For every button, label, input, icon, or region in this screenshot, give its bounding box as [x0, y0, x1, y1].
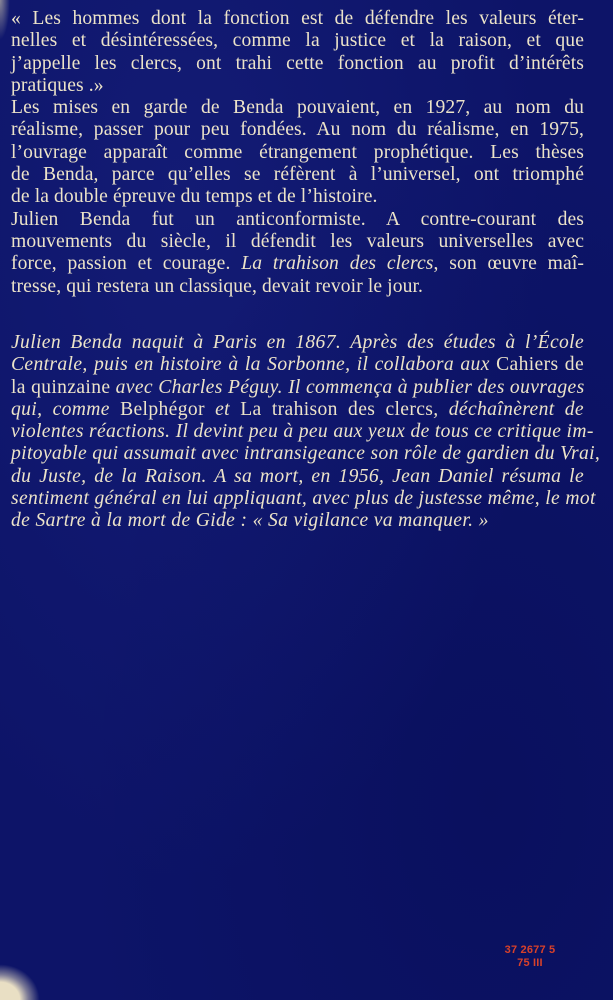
text-line — [11, 253, 584, 275]
text-line — [11, 354, 584, 376]
cover-wear-bottom-left — [0, 964, 40, 1000]
text-line — [11, 377, 584, 399]
text-line: de la double épreuve du temps et de l’histoire. — [11, 186, 378, 208]
text-run: Centrale, puis en histoire à la Sorbonne, il collabora aux — [11, 354, 497, 376]
journal-title: la quinzaine — [11, 376, 111, 398]
prophetic-paragraph — [11, 97, 584, 208]
text-line — [11, 399, 584, 421]
text-line: tresse, qui restera un classique, devait revoir le jour. — [11, 275, 424, 297]
catalog-line: 75 III — [517, 957, 543, 969]
text-line: réalisme, passer pour peu fondées. Au nom du réalisme, en 1975, — [11, 119, 584, 141]
text-line: nelles et désintéressées, comme la justice et la raison, et que — [11, 30, 584, 52]
text-line: j’appelle les clercs, ont trahi cette fonction au profit d’intérêts — [11, 52, 584, 74]
text-line: de Sartre à la mort de Gide : « Sa vigilance va manquer. » — [11, 510, 489, 532]
book-title: La trahison des clercs — [240, 398, 434, 420]
text-run: force, passion et courage. — [11, 253, 242, 275]
text-line: de Benda, parce qu’elles se réfèrent à l’universel, ont triomphé — [11, 164, 584, 186]
book-title: Belphégor — [120, 398, 205, 420]
text-line: Julien Benda naquit à Paris en 1867. Après des études à l’École — [11, 332, 584, 353]
text-line: du Juste, de la Raison. A sa mort, en 1956, Jean Daniel résuma le — [11, 465, 584, 487]
author-biography — [11, 332, 601, 533]
text-run: qui, comme — [11, 398, 121, 420]
text-line: l’ouvrage apparaît comme étrangement prophétique. Les thèses — [11, 141, 584, 163]
text-line: Julien Benda fut un anticonformiste. A contre-courant des — [11, 208, 584, 230]
text-run: , son œuvre maî- — [433, 253, 584, 275]
text-line: mouvements du siècle, il défendit les valeurs universelles avec — [11, 230, 584, 252]
catalog-line: 37 2677 5 — [504, 944, 556, 956]
cover-wear-top-left — [0, 0, 10, 40]
text-run: , déchaînèrent de — [433, 398, 584, 420]
journal-title: Cahiers de — [496, 354, 585, 376]
biography-paragraph — [11, 332, 601, 533]
text-run: et — [204, 398, 241, 420]
book-title: La trahison des clercs — [241, 253, 434, 275]
anticonformist-paragraph — [11, 209, 584, 298]
text-line: « Les hommes dont la fonction est de défendre les valeurs éter- — [11, 8, 584, 29]
text-line: sentiment général en lui appliquant, avec plus de justesse même, le mot — [11, 488, 596, 510]
text-line: pratiques .» — [11, 74, 104, 96]
catalog-number — [495, 944, 565, 970]
blurb-text — [11, 8, 584, 298]
text-run: avec Charles Péguy. Il commença à publier des ouvrages — [110, 376, 585, 398]
text-line: Les mises en garde de Benda pouvaient, en 1927, au nom du — [11, 97, 584, 119]
text-line: pitoyable qui assumait avec intransigeance son rôle de gardien du Vrai, — [11, 443, 601, 465]
opening-quote — [11, 8, 584, 97]
text-line: violentes réactions. Il devint peu à peu aux yeux de tous ce critique im- — [11, 421, 594, 443]
